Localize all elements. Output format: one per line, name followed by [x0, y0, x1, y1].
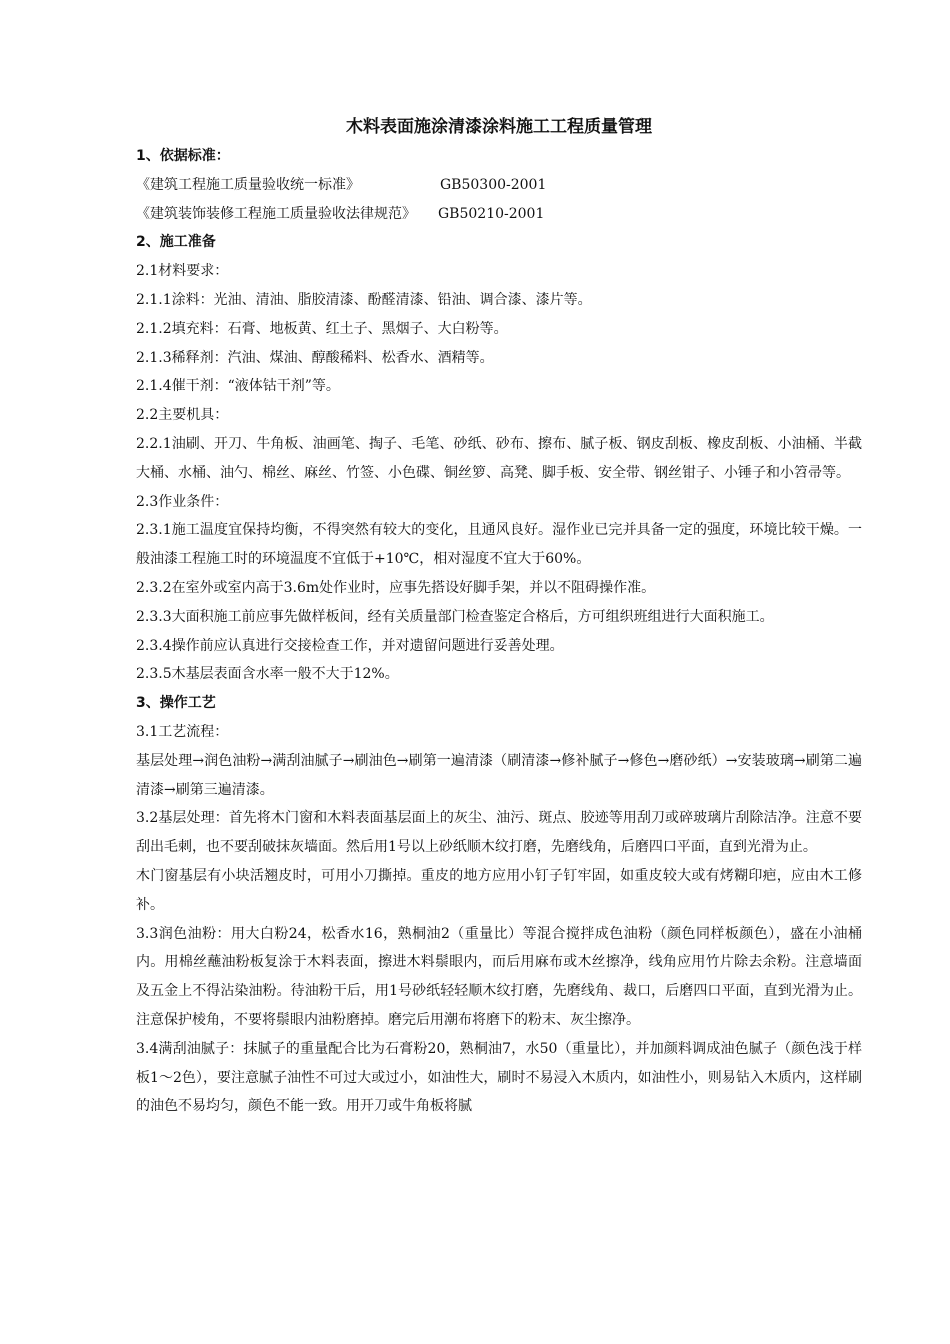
paragraph: 2.3.2在室外或室内高于3.6m处作业时，应事先搭设好脚手架，并以不阻碍操作准。 — [136, 579, 656, 596]
paragraph: 2.3.1施工温度宜保持均衡，不得突然有较大的变化，且通风良好。湿作业已完并具备一定的强度，环境比较干燥。一般油漆工程施工时的环境温度不宜低于+10℃，相对湿度不宜大于60%。 — [136, 522, 862, 568]
standard-row — [136, 171, 862, 200]
paragraph: 3.1工艺流程： — [136, 723, 229, 740]
section-heading-3: 3、操作工艺 — [136, 695, 216, 712]
paragraph: 2.3作业条件： — [136, 493, 229, 510]
document-page — [136, 112, 862, 1121]
paragraph: 木门窗基层有小块活翘皮时，可用小刀撕掉。重皮的地方应用小钉子钉牢固，如重皮较大或有烤糊印疤，应由木工修补。 — [136, 867, 862, 913]
paragraph: 基层处理→润色油粉→满刮油腻子→刷油色→刷第一遍清漆（刷清漆→修补腻子→修色→磨砂纸）→安装玻璃→刷第二遍清漆→刷第三遍清漆。 — [136, 752, 862, 798]
section-heading-2: 2、施工准备 — [136, 234, 216, 251]
paragraph: 2.2主要机具： — [136, 407, 229, 424]
section-heading-1: 1、依据标准： — [136, 148, 230, 164]
paragraph: 3.4满刮油腻子：抹腻子的重量配合比为石膏粉20，熟桐油7，水50（重量比），并加颜料调成油色腻子（颜色浅于样板1～2色），要注意腻子油性不可过大或过小，如油性大，刷时不易浸入木质内，如油性小，则易钻入木质内，这样刷的油色不易均匀，颜色不能一致。用开刀或牛角板将腻 — [136, 1040, 862, 1115]
standard-code: GB50300-2001 — [440, 176, 547, 193]
standard-code: GB50210-2001 — [438, 205, 545, 222]
paragraph: 2.1.1涂料：光油、清油、脂胶清漆、酚醛清漆、铅油、调合漆、漆片等。 — [136, 291, 592, 308]
paragraph: 2.3.5木基层表面含水率一般不大于12%。 — [136, 666, 399, 683]
paragraph: 2.1.4催干剂：“液体钴干剂”等。 — [136, 378, 340, 395]
page-title: 木料表面施涂清漆涂料施工工程质量管理 — [346, 117, 652, 137]
paragraph: 2.2.1油刷、开刀、牛角板、油画笔、掏子、毛笔、砂纸、砂布、擦布、腻子板、钢皮刮板、橡皮刮板、小油桶、半截大桶、水桶、油勺、棉丝、麻丝、竹签、小色碟、铜丝箩、高凳、脚手板、安全带、钢丝钳子、小锤子和小笤帚等。 — [136, 435, 862, 481]
standard-name: 《建筑装饰装修工程施工质量验收法律规范》 — [136, 205, 416, 222]
standard-row — [136, 200, 862, 229]
paragraph: 2.1.3稀释剂：汽油、煤油、醇酸稀料、松香水、酒精等。 — [136, 349, 494, 366]
paragraph: 2.3.3大面积施工前应事先做样板间，经有关质量部门检查鉴定合格后，方可组织班组进行大面积施工。 — [136, 608, 774, 625]
paragraph: 2.1.2填充料：石膏、地板黄、红土子、黑烟子、大白粉等。 — [136, 320, 508, 337]
paragraph: 3.2基层处理：首先将木门窗和木料表面基层面上的灰尘、油污、斑点、胶迹等用刮刀或碎玻璃片刮除洁净。注意不要刮出毛刺，也不要刮破抹灰墙面。然后用1号以上砂纸顺木纹打磨，先磨线角，后磨四口平面，直到光滑为止。 — [136, 810, 862, 856]
paragraph: 2.1材料要求： — [136, 263, 229, 280]
paragraph: 3.3润色油粉：用大白粉24，松香水16，熟桐油2（重量比）等混合搅拌成色油粉（颜色同样板颜色），盛在小油桶内。用棉丝蘸油粉板复涂于木料表面，擦进木料鬃眼内，而后用麻布或木丝擦净，线角应用竹片除去余粉。注意墙面及五金上不得沾染油粉。待油粉干后，用1号砂纸轻轻顺木纹打磨，先磨线角、裁口，后磨四口平面，直到光滑为止。注意保护棱角，不要将鬃眼内油粉磨掉。磨完后用潮布将磨下的粉末、灰尘擦净。 — [136, 925, 862, 1028]
standard-name: 《建筑工程施工质量验收统一标准》 — [136, 176, 360, 193]
paragraph: 2.3.4操作前应认真进行交接检查工作，并对遗留问题进行妥善处理。 — [136, 637, 564, 654]
